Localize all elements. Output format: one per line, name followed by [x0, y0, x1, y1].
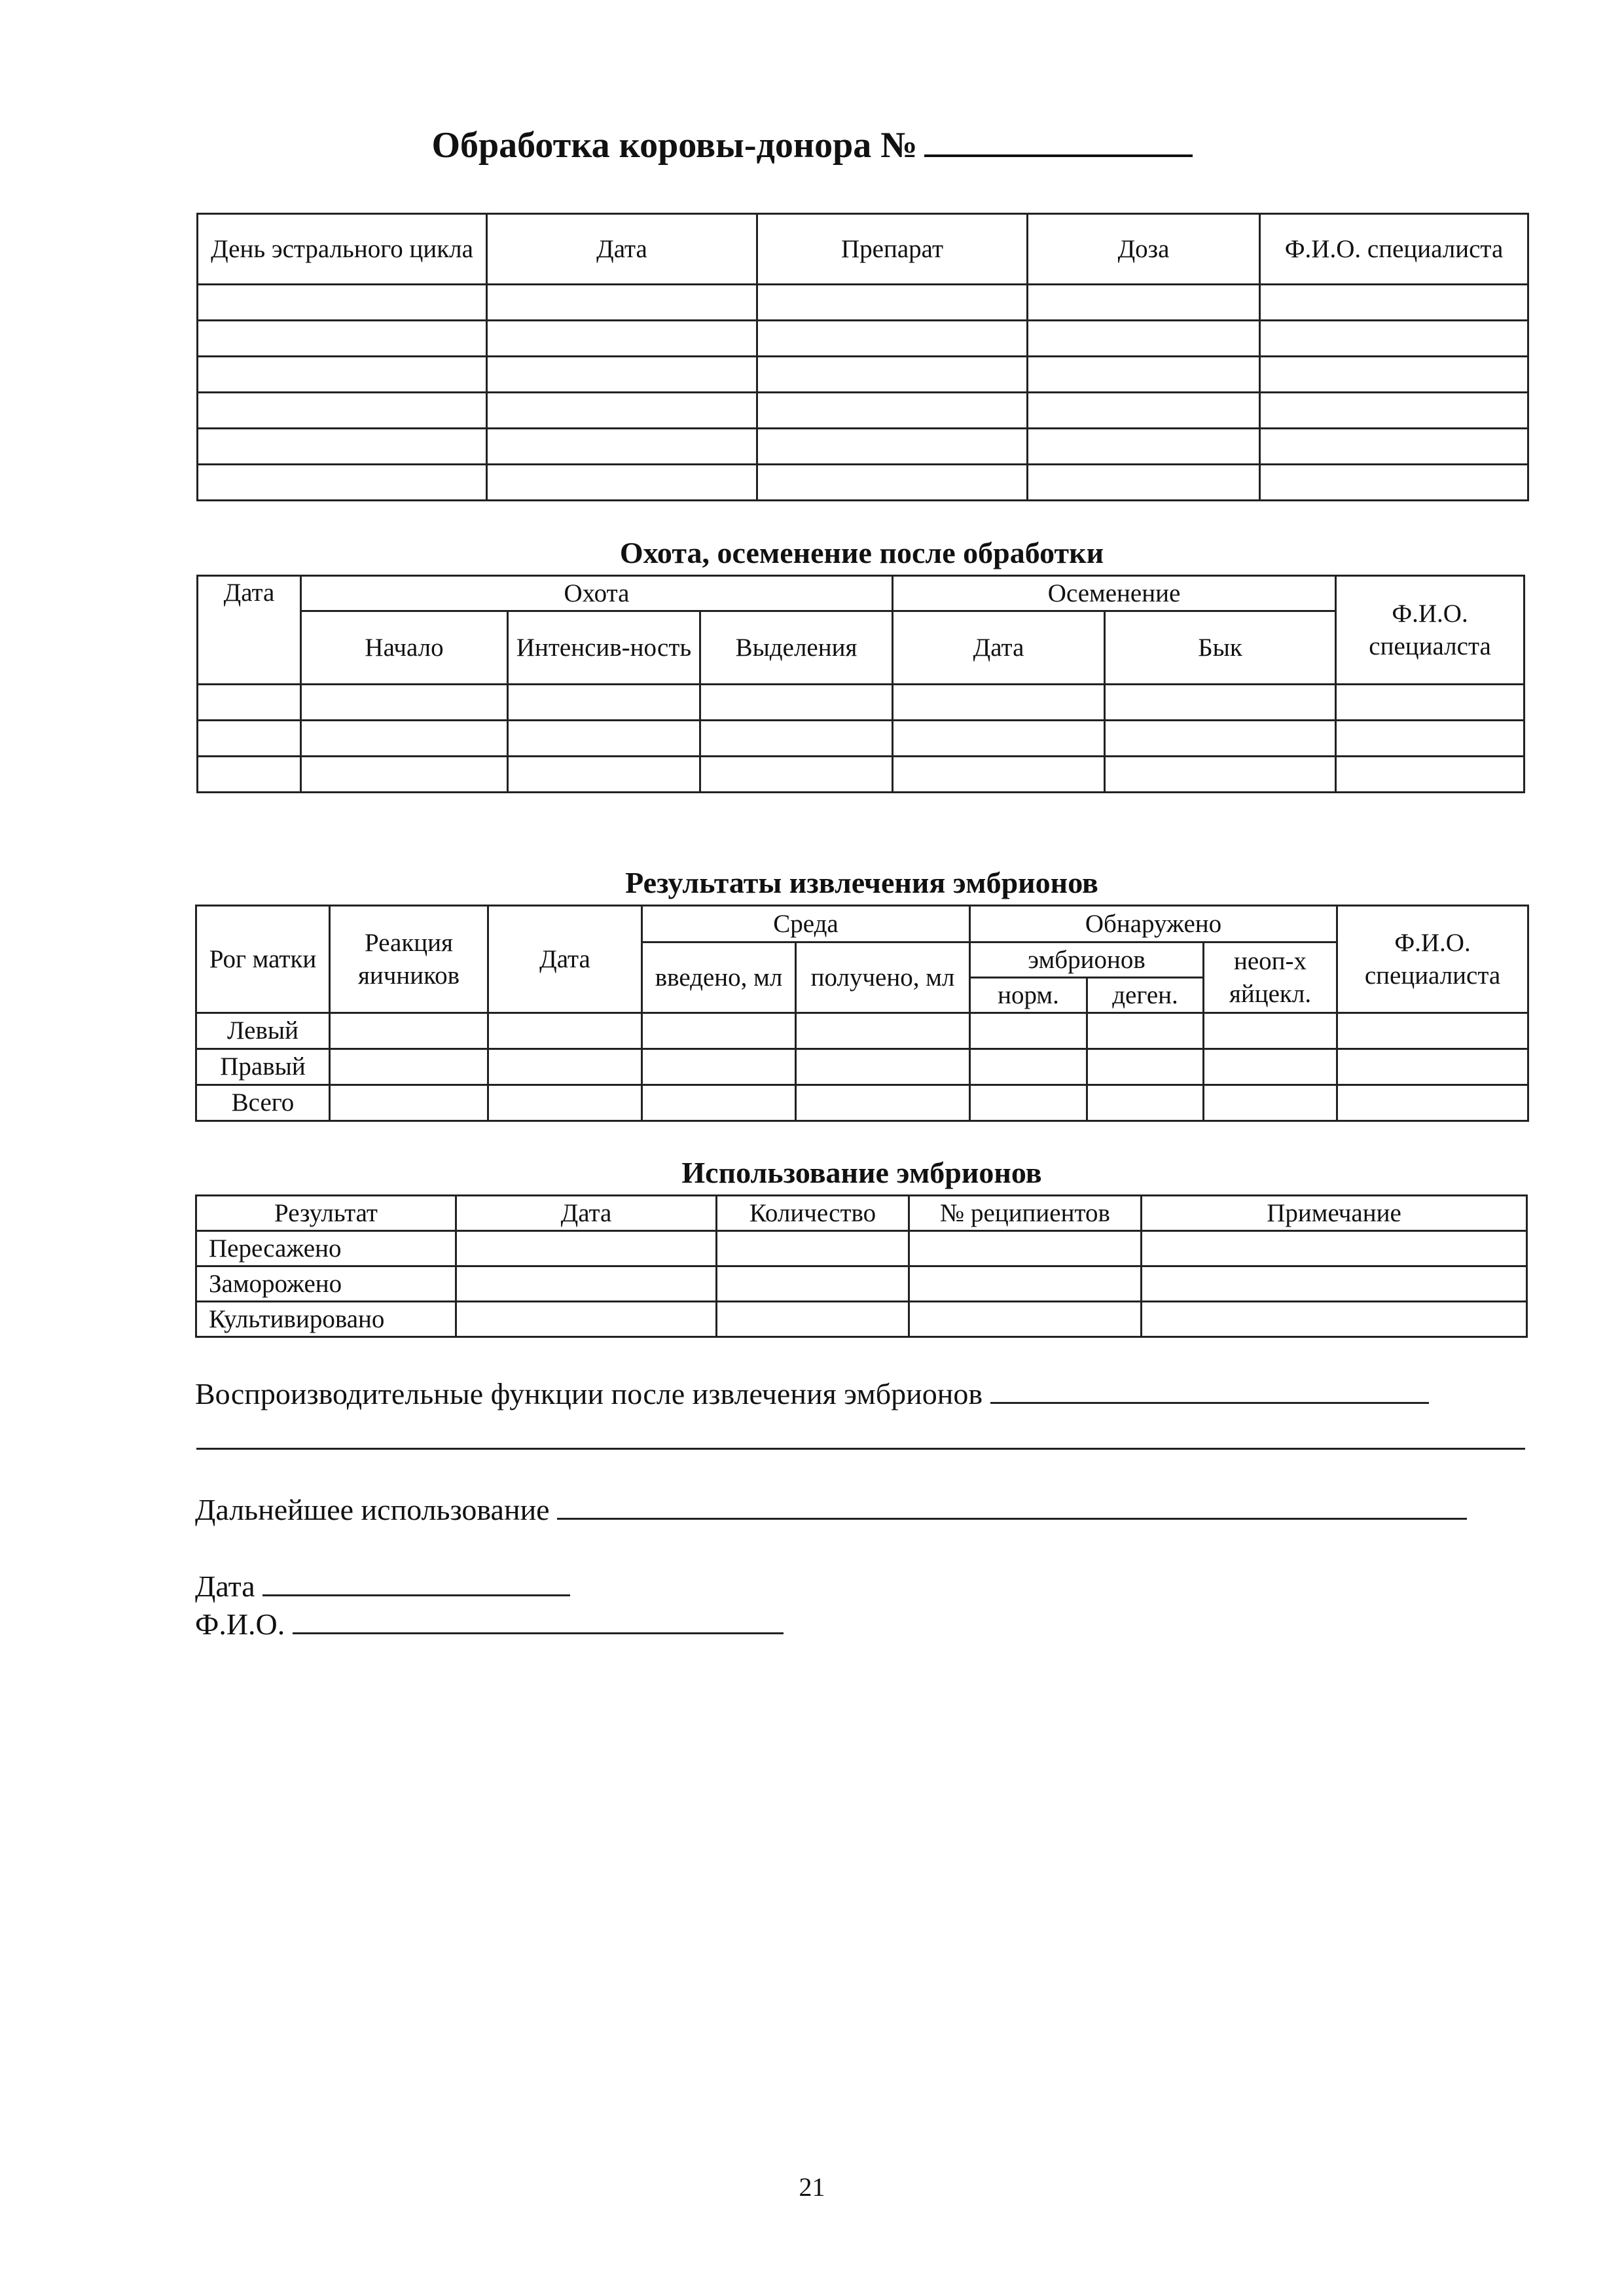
usage-table	[195, 1194, 1528, 1338]
header-cell: Дата	[456, 1196, 717, 1231]
results-section-title: Результаты извлечения эмбрионов	[625, 866, 1098, 899]
row-label: Культивировано	[196, 1302, 456, 1337]
usage-section-title: Использование эмбрионов	[681, 1156, 1042, 1189]
reproductive-functions-line	[195, 1373, 1530, 1411]
header-cell: День эстрального цикла	[198, 214, 487, 285]
heat-section-title: Охота, осеменение после обработки	[619, 536, 1104, 569]
empty-cell[interactable]	[330, 1085, 488, 1121]
table-header-row	[198, 576, 1525, 611]
table-row	[198, 685, 1525, 721]
empty-cell[interactable]	[487, 429, 757, 465]
table-row	[196, 1013, 1528, 1049]
empty-cell[interactable]	[1336, 757, 1525, 793]
fio-blank[interactable]	[293, 1604, 784, 1634]
empty-cell[interactable]	[717, 1231, 909, 1266]
empty-cell[interactable]	[909, 1231, 1142, 1266]
empty-cell[interactable]	[757, 285, 1028, 321]
empty-cell[interactable]	[1260, 393, 1528, 429]
empty-cell[interactable]	[487, 393, 757, 429]
header-cell: Рог матки	[196, 906, 330, 1013]
row-label: Левый	[196, 1013, 330, 1049]
empty-cell[interactable]	[1142, 1231, 1527, 1266]
empty-cell[interactable]	[757, 321, 1028, 357]
empty-cell[interactable]	[488, 1085, 642, 1121]
empty-cell[interactable]	[1105, 721, 1336, 757]
empty-cell[interactable]	[1260, 321, 1528, 357]
empty-cell[interactable]	[1028, 321, 1260, 357]
header-cell: Дата	[198, 576, 301, 685]
empty-cell[interactable]	[893, 685, 1105, 721]
empty-cell[interactable]	[301, 757, 508, 793]
empty-cell[interactable]	[1142, 1266, 1527, 1302]
header-cell: Дата	[487, 214, 757, 285]
empty-cell[interactable]	[487, 321, 757, 357]
header-cell: Среда	[642, 906, 970, 942]
empty-cell[interactable]	[757, 393, 1028, 429]
table-row	[198, 465, 1528, 501]
empty-cell[interactable]	[1337, 1085, 1528, 1121]
empty-cell[interactable]	[508, 685, 700, 721]
empty-cell[interactable]	[301, 685, 508, 721]
empty-cell[interactable]	[1087, 1013, 1204, 1049]
empty-cell[interactable]	[1337, 1013, 1528, 1049]
donor-number-blank[interactable]	[924, 123, 1193, 157]
row-label: Заморожено	[196, 1266, 456, 1302]
header-cell: № реципиентов	[909, 1196, 1142, 1231]
empty-cell[interactable]	[970, 1049, 1087, 1085]
results-table	[195, 905, 1529, 1122]
empty-cell[interactable]	[1336, 685, 1525, 721]
header-cell: Доза	[1028, 214, 1260, 285]
table-header-row	[198, 214, 1528, 285]
row-label: Всего	[196, 1085, 330, 1121]
row-label: Пересажено	[196, 1231, 456, 1266]
header-cell: неоп-х яйцекл.	[1204, 942, 1337, 1013]
table-row	[198, 393, 1528, 429]
header-cell: Выделения	[700, 611, 893, 685]
empty-cell[interactable]	[198, 321, 487, 357]
empty-cell[interactable]	[1204, 1085, 1337, 1121]
empty-cell[interactable]	[1260, 285, 1528, 321]
table-row	[198, 285, 1528, 321]
empty-cell[interactable]	[1028, 285, 1260, 321]
empty-cell[interactable]	[1087, 1085, 1204, 1121]
empty-cell[interactable]	[700, 721, 893, 757]
empty-cell[interactable]	[717, 1302, 909, 1337]
header-cell: норм.	[970, 978, 1087, 1013]
header-cell: Примечание	[1142, 1196, 1527, 1231]
empty-cell[interactable]	[757, 357, 1028, 393]
empty-cell[interactable]	[198, 357, 487, 393]
empty-cell[interactable]	[1105, 685, 1336, 721]
further-use-label: Дальнейшее использование	[195, 1493, 550, 1526]
empty-cell[interactable]	[1028, 429, 1260, 465]
header-cell: Начало	[301, 611, 508, 685]
empty-cell[interactable]	[796, 1049, 970, 1085]
date-blank[interactable]	[262, 1566, 570, 1596]
reproductive-functions-blank[interactable]	[990, 1373, 1429, 1404]
empty-cell[interactable]	[198, 429, 487, 465]
empty-cell[interactable]	[893, 721, 1105, 757]
empty-cell[interactable]	[1336, 721, 1525, 757]
row-label: Правый	[196, 1049, 330, 1085]
header-cell: Препарат	[757, 214, 1028, 285]
empty-cell[interactable]	[198, 465, 487, 501]
empty-cell[interactable]	[1028, 357, 1260, 393]
header-cell: Результат	[196, 1196, 456, 1231]
empty-cell[interactable]	[1260, 429, 1528, 465]
empty-cell[interactable]	[700, 685, 893, 721]
empty-cell[interactable]	[488, 1049, 642, 1085]
empty-cell[interactable]	[198, 285, 487, 321]
empty-cell[interactable]	[488, 1013, 642, 1049]
header-cell: Обнаружено	[970, 906, 1337, 942]
treatment-table	[196, 213, 1529, 501]
header-cell: Реакция яичников	[330, 906, 488, 1013]
header-cell: деген.	[1087, 978, 1204, 1013]
empty-cell[interactable]	[1204, 1013, 1337, 1049]
header-cell: Ф.И.О. специалиста	[1337, 906, 1528, 1013]
header-cell: Интенсив-ность	[508, 611, 700, 685]
table-row	[196, 1049, 1528, 1085]
empty-cell[interactable]	[909, 1266, 1142, 1302]
table-header-row	[196, 906, 1528, 942]
table-row	[196, 1302, 1527, 1337]
table-row	[198, 757, 1525, 793]
table-row	[198, 321, 1528, 357]
empty-cell[interactable]	[642, 1085, 796, 1121]
fio-line	[195, 1604, 784, 1641]
empty-cell[interactable]	[1028, 465, 1260, 501]
further-use-line	[195, 1489, 1530, 1527]
page-title-text: Обработка коровы-донора №	[431, 125, 918, 166]
empty-cell[interactable]	[456, 1302, 717, 1337]
further-use-blank[interactable]	[557, 1489, 1467, 1520]
reproductive-functions-label: Воспроизводительные функции после извлечения эмбрионов	[195, 1377, 983, 1410]
header-cell: Ф.И.О. специалиста	[1260, 214, 1528, 285]
empty-cell[interactable]	[330, 1013, 488, 1049]
empty-cell[interactable]	[1337, 1049, 1528, 1085]
empty-cell[interactable]	[508, 757, 700, 793]
empty-cell[interactable]	[1260, 465, 1528, 501]
table-row	[196, 1231, 1527, 1266]
table-row	[196, 1085, 1528, 1121]
empty-cell[interactable]	[487, 357, 757, 393]
table-row	[198, 721, 1525, 757]
empty-cell[interactable]	[796, 1085, 970, 1121]
empty-cell[interactable]	[198, 685, 301, 721]
empty-cell[interactable]	[1204, 1049, 1337, 1085]
empty-cell[interactable]	[909, 1302, 1142, 1337]
date-label: Дата	[195, 1570, 255, 1603]
empty-cell[interactable]	[1260, 357, 1528, 393]
header-cell: Дата	[488, 906, 642, 1013]
page-number: 21	[799, 2172, 825, 2202]
empty-cell[interactable]	[893, 757, 1105, 793]
header-cell: Дата	[893, 611, 1105, 685]
header-cell: получено, мл	[796, 942, 970, 1013]
table-row	[196, 1266, 1527, 1302]
table-header-row	[198, 611, 1525, 685]
empty-cell[interactable]	[198, 721, 301, 757]
empty-cell[interactable]	[717, 1266, 909, 1302]
header-cell: Ф.И.О. специалста	[1336, 576, 1525, 685]
reproductive-functions-blank-2[interactable]	[196, 1448, 1525, 1450]
page-title	[0, 123, 1624, 166]
empty-cell[interactable]	[508, 721, 700, 757]
empty-cell[interactable]	[487, 465, 757, 501]
date-line	[195, 1566, 570, 1604]
empty-cell[interactable]	[456, 1231, 717, 1266]
empty-cell[interactable]	[487, 285, 757, 321]
empty-cell[interactable]	[1105, 757, 1336, 793]
header-cell: введено, мл	[642, 942, 796, 1013]
empty-cell[interactable]	[642, 1049, 796, 1085]
empty-cell[interactable]	[796, 1013, 970, 1049]
empty-cell[interactable]	[970, 1013, 1087, 1049]
empty-cell[interactable]	[301, 721, 508, 757]
empty-cell[interactable]	[1028, 393, 1260, 429]
header-cell: Количество	[717, 1196, 909, 1231]
table-header-row	[196, 1196, 1527, 1231]
empty-cell[interactable]	[1087, 1049, 1204, 1085]
header-cell: эмбрионов	[970, 942, 1204, 978]
header-cell: Охота	[301, 576, 893, 611]
table-row	[198, 429, 1528, 465]
empty-cell[interactable]	[198, 757, 301, 793]
heat-table	[196, 575, 1525, 793]
empty-cell[interactable]	[198, 393, 487, 429]
empty-cell[interactable]	[456, 1266, 717, 1302]
empty-cell[interactable]	[970, 1085, 1087, 1121]
empty-cell[interactable]	[642, 1013, 796, 1049]
empty-cell[interactable]	[757, 429, 1028, 465]
fio-label: Ф.И.О.	[195, 1607, 285, 1641]
header-cell: Осеменение	[893, 576, 1336, 611]
table-row	[198, 357, 1528, 393]
empty-cell[interactable]	[757, 465, 1028, 501]
empty-cell[interactable]	[700, 757, 893, 793]
header-cell: Бык	[1105, 611, 1336, 685]
empty-cell[interactable]	[330, 1049, 488, 1085]
empty-cell[interactable]	[1142, 1302, 1527, 1337]
